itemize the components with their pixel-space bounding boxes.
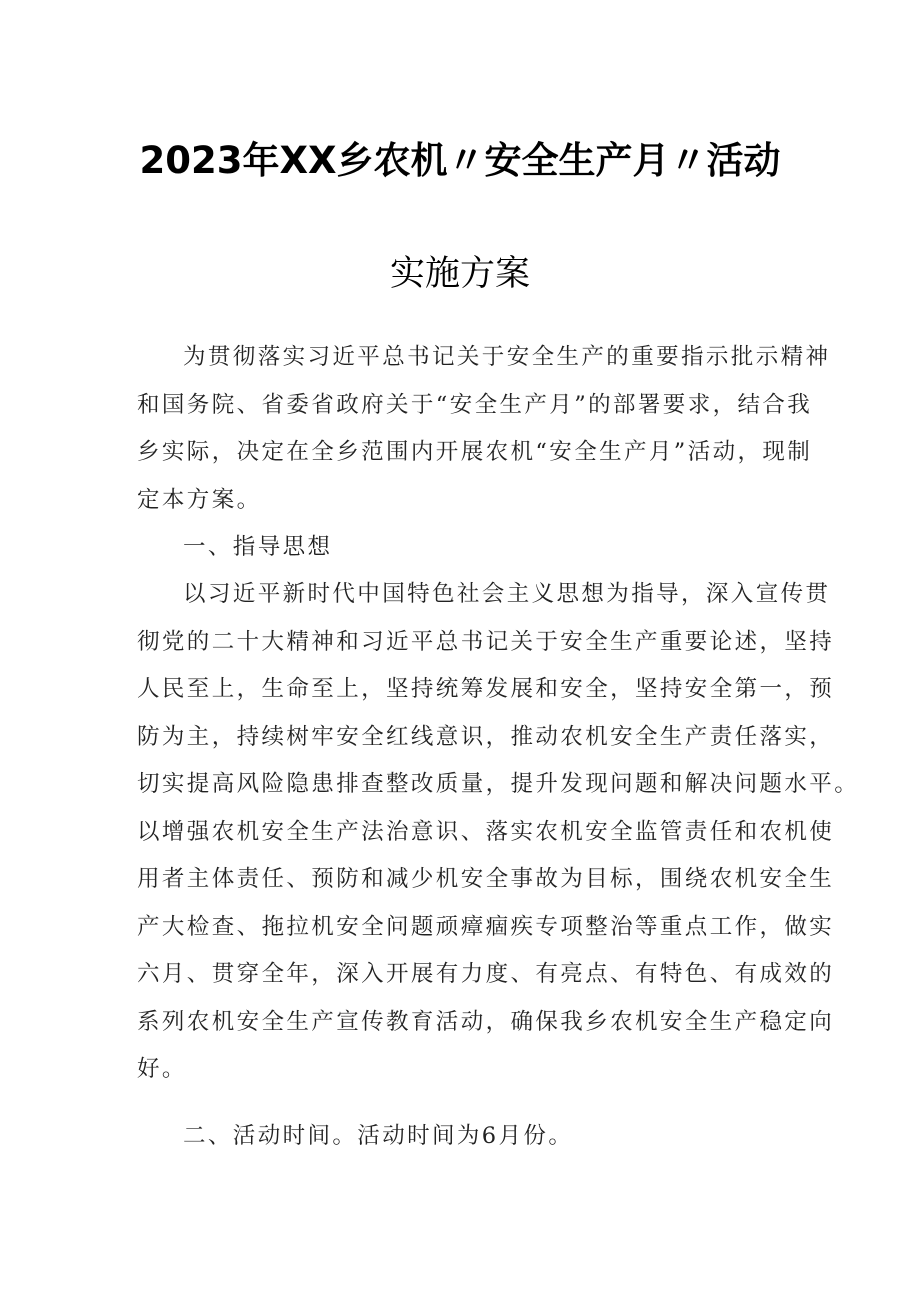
section1-line: 用者主体责任、预防和减少机安全事故为目标，围绕农机安全生 — [137, 866, 835, 892]
section1-heading — [137, 524, 797, 572]
section1-line: 切实提高风险隐患排查整改质量，提升发现问题和解决问题水平。 — [137, 771, 860, 797]
section1-paragraph — [137, 571, 860, 1094]
section1-heading-text: 一、指导思想 — [183, 534, 333, 560]
section2-heading — [137, 1113, 797, 1161]
section1-line: 好。 — [137, 1056, 187, 1082]
section1-line: 产大检查、拖拉机安全问题顽瘴痼疾专项整治等重点工作，做实 — [137, 913, 835, 940]
section1-line: 系列农机安全生产宣传教育活动，确保我乡农机安全生产稳定向 — [137, 1008, 835, 1035]
document-title-line2: 实施方案 — [389, 254, 530, 294]
section1-line: 六月、贯穿全年，深入开展有力度、有亮点、有特色、有成效的 — [137, 961, 835, 987]
section2-heading-text: 二、活动时间。活动时间为6月份。 — [183, 1123, 574, 1149]
intro-line: 定本方案。 — [137, 486, 262, 513]
intro-line: 乡实际，决定在全乡范围内开展农机“安全生产月”活动，现制 — [137, 439, 813, 465]
intro-paragraph — [137, 334, 831, 524]
intro-line: 为贯彻落实习近平总书记关于安全生产的重要指示批示精神 — [183, 344, 831, 370]
intro-line: 和国务院、省委省政府关于“安全生产月”的部署要求，结合我 — [137, 391, 813, 418]
section1-line: 防为主，持续树牢安全红线意识，推动农机安全生产责任落实， — [137, 723, 835, 750]
section1-line: 彻党的二十大精神和习近平总书记关于安全生产重要论述，坚持 — [137, 628, 835, 655]
section1-line: 以习近平新时代中国特色社会主义思想为指导，深入宣传贯 — [183, 581, 831, 607]
section1-line: 人民至上，生命至上，坚持统筹发展和安全，坚持安全第一，预 — [137, 676, 835, 702]
document-title-line1: 2023年XX乡农机〃安全生产月〃活动 — [139, 139, 781, 182]
section1-line: 以增强农机安全生产法治意识、落实农机安全监管责任和农机使 — [137, 818, 835, 845]
